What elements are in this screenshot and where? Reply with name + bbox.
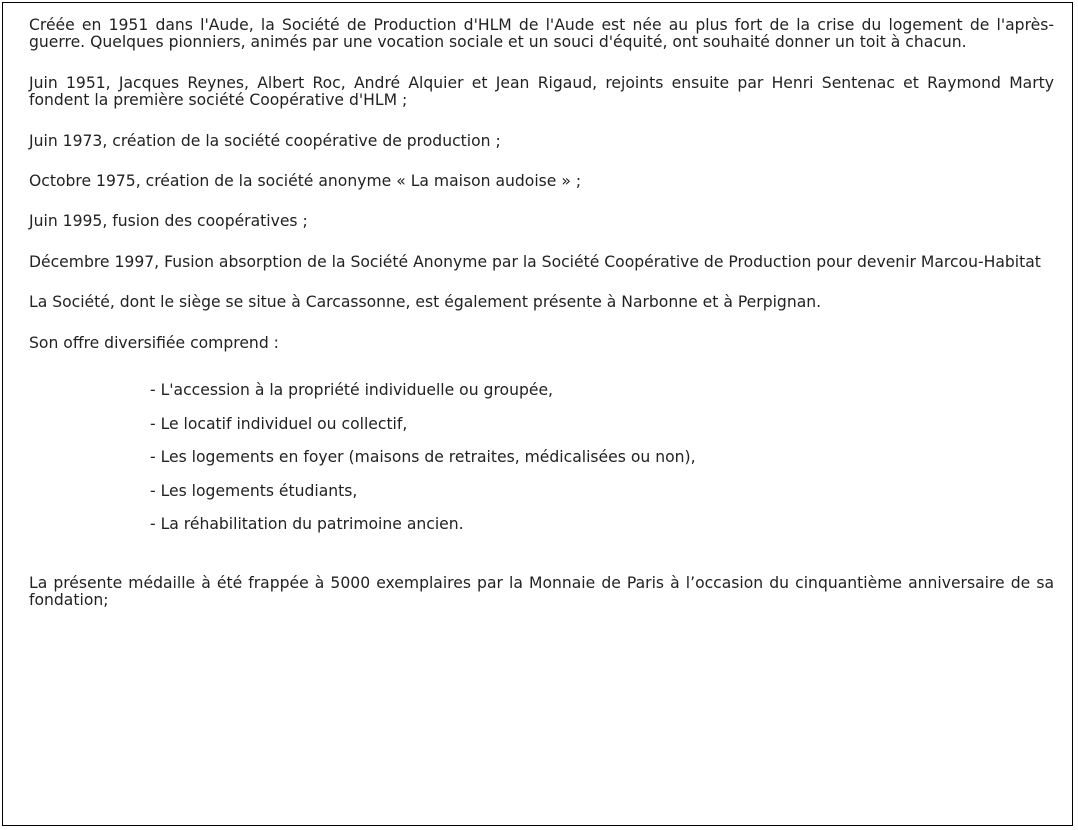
list-item: - La réhabilitation du patrimoine ancien. <box>150 515 464 534</box>
medal-paragraph: La présente médaille à été frappée à 5000 exemplaires par la Monnaie de Paris à l’occasion du cinquantième anniversaire de sa fondation; <box>29 573 1054 609</box>
text-box-frame <box>2 2 1073 826</box>
intro-paragraph: Créée en 1951 dans l'Aude, la Société de Production d'HLM de l'Aude est née au plus fort de la crise du logement de l'après-guerre. Quelques pionniers, animés par une vocation sociale et un souci d'équité, ont souhaité donner un toit à chacun. <box>29 16 1054 52</box>
list-item: - Les logements étudiants, <box>150 481 358 500</box>
list-item: - Le locatif individuel ou collectif, <box>150 414 408 433</box>
document-body <box>29 17 1054 609</box>
october-1975-paragraph: Octobre 1975, création de la société anonyme « La maison audoise » ; <box>29 172 582 191</box>
december-1997-paragraph: Décembre 1997, Fusion absorption de la Société Anonyme par la Société Coopérative de Production pour devenir Marcou-Habitat <box>29 252 1041 271</box>
list-item: - Les logements en foyer (maisons de retraites, médicalisées ou non), <box>150 448 696 467</box>
june-1951-paragraph: Juin 1951, Jacques Reynes, Albert Roc, André Alquier et Jean Rigaud, rejoints ensuite par Henri Sentenac et Raymond Marty fondent la première société Coopérative d'HLM ; <box>29 73 1054 110</box>
june-1973-paragraph: Juin 1973, création de la société coopérative de production ; <box>29 131 501 150</box>
offer-intro-paragraph: Son offre diversifiée comprend : <box>29 333 279 352</box>
list-item: - L'accession à la propriété individuelle ou groupée, <box>150 381 553 400</box>
june-1995-paragraph: Juin 1995, fusion des coopératives ; <box>29 212 308 231</box>
offer-list <box>150 382 1054 550</box>
headquarters-paragraph: La Société, dont le siège se situe à Carcassonne, est également présente à Narbonne et à Perpignan. <box>29 293 822 312</box>
